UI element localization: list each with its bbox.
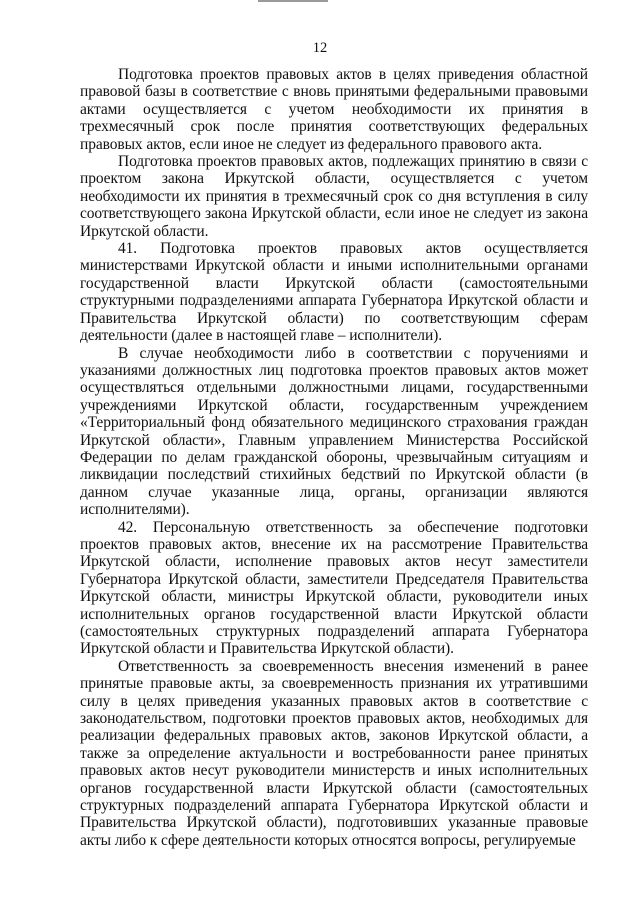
paragraph-42: 42. Персональную ответственность за обеспечение подготовки проектов правовых актов, внесение их на рассмотрение Правительства Иркутской области, исполнение правовых актов несут заместители Губернатора Иркутской области, заместители Председателя Правительства Иркутской области, министры Иркутской области, руководители иных исполнительных органов государственной власти Иркутской области (самостоятельных структурных подразделений аппарата Губернатора Иркутской области и Правительства Иркутской области). bbox=[80, 518, 588, 658]
paragraph-41: 41. Подготовка проектов правовых актов осуществляется министерствами Иркутской области и иными исполнительными органами государственной власти Иркутской области (самостоятельными структурными подразделениями аппарата Губернатора Иркутской области и Правительства Иркутской области) по соответствующим сферам деятельности (далее в настоящей главе – исполнители). bbox=[80, 240, 588, 345]
paragraph-regional-law: Подготовка проектов правовых актов, подлежащих принятию в связи с проектом закона Иркутской области, осуществляется с учетом необходимости их принятия в трехмесячный срок со дня вступления в силу соответствующего закона Иркутской области, если иное не следует из закона Иркутской области. bbox=[80, 153, 588, 240]
paragraph-other-executors: В случае необходимости либо в соответствии с поручениями и указаниями должностных лиц подготовка проектов правовых актов может осуществляться отдельными должностными лицами, государственными учреждениями Иркутской области, государственным учреждением «Территориальный фонд обязательного медицинского страхования граждан Иркутской области», Главным управлением Министерства Российской Федерации по делам гражданской обороны, чрезвычайным ситуациям и ликвидации последствий стихийных бедствий по Иркутской области (в данном случае указанные лица, органы, организации являются исполнителями). bbox=[80, 344, 588, 519]
top-edge-rule bbox=[258, 0, 328, 2]
paragraph-responsibility: Ответственность за своевременность внесения изменений в ранее принятые правовые акты, за своевременность признания их утратившими силу в целях приведения указанных правовых актов в соответствие с законодательством, подготовки проектов правовых актов, необходимых для реализации федеральных правовых актов, законов Иркутской области, а также за определение актуальности и востребованности ранее принятых правовых актов несут руководители министерств и иных исполнительных органов государственной власти Иркутской области (самостоятельных структурных подразделений аппарата Губернатора Иркутской области и Правительства Иркутской области), подготовивших указанные правовые акты либо к сфере деятельности которых относятся вопросы, регулируемые bbox=[80, 657, 588, 849]
page-number: 12 bbox=[312, 40, 328, 56]
document-body bbox=[80, 66, 588, 849]
paragraph-federal-acts: Подготовка проектов правовых актов в целях приведения областной правовой базы в соответствие с вновь принятыми федеральными правовыми актами осуществляется с учетом необходимости их принятия в трехмесячный срок после принятия соответствующих федеральных правовых актов, если иное не следует из федерального правового акта. bbox=[80, 66, 588, 153]
